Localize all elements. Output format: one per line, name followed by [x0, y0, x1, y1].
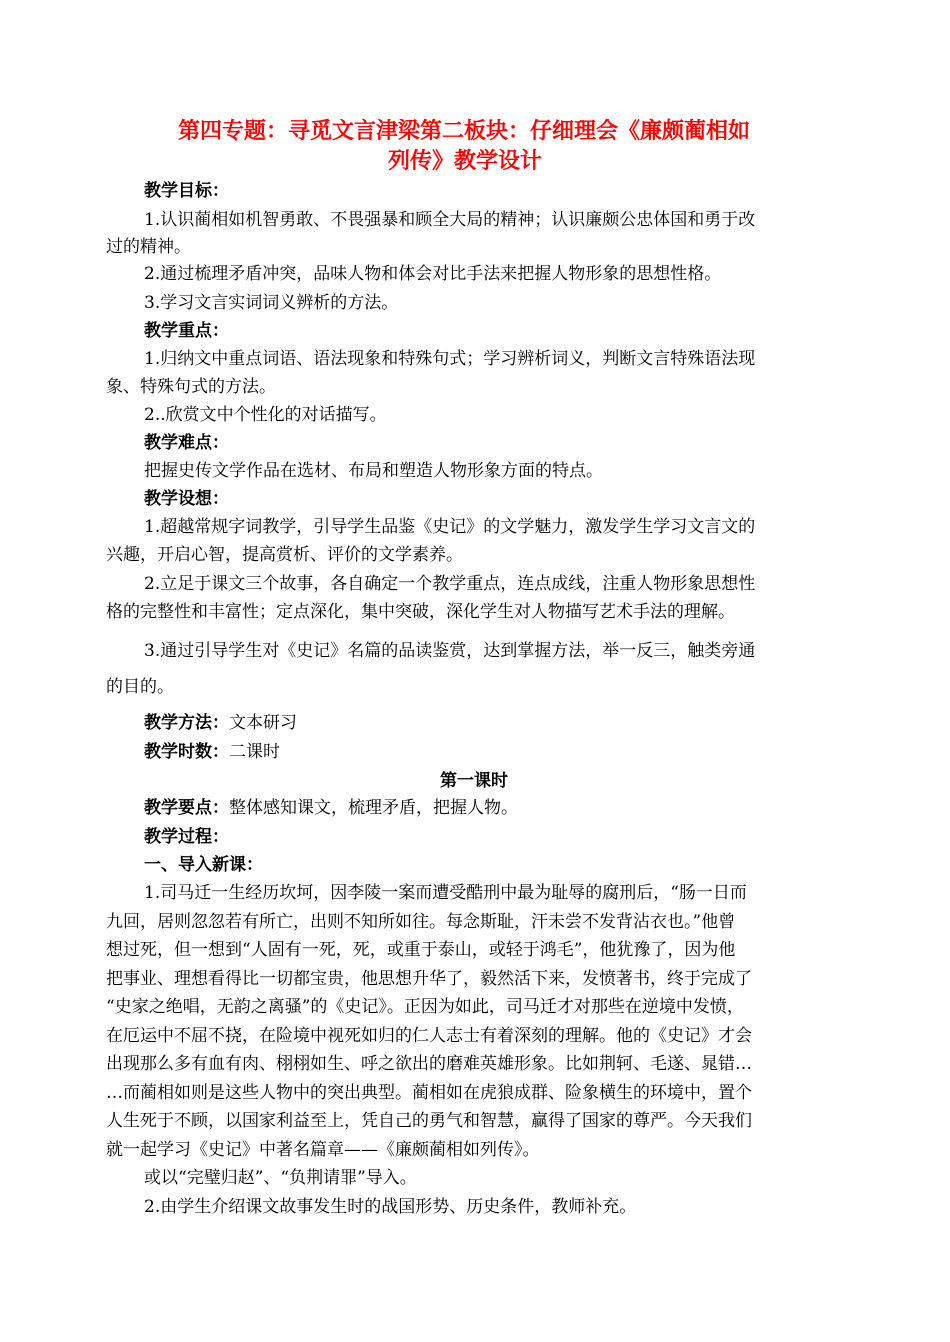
- lesson1-points-row: [144, 797, 518, 819]
- method-label: 教学方法：: [144, 713, 229, 733]
- alt-intro: 或以“完璧归赵”、“负荆请罪”导入。: [144, 1168, 417, 1188]
- difficulty-heading: 教学难点：: [144, 433, 229, 453]
- intro-paragraph-line: 出现那么多有血有肉、栩栩如生、呼之欲出的磨难英雄形象。比如荆轲、毛遂、晁错…: [106, 1054, 752, 1074]
- hours-label: 教学时数：: [144, 742, 229, 762]
- objective-2: 2.通过梳理矛盾冲突，品味人物和体会对比手法来把握人物形象的思想性格。: [144, 264, 722, 284]
- concept-3-line-2: 的目的。: [106, 677, 174, 697]
- concept-3-line-1: 3.通过引导学生对《史记》名篇的品读鉴赏，达到掌握方法，举一反三，触类旁通: [144, 641, 756, 661]
- process-heading: 教学过程：: [144, 827, 229, 847]
- intro-paragraph-line: “史家之绝唱，无韵之离骚”的《史记》。正因为如此，司马迁才对那些在逆境中发愤，: [106, 997, 744, 1017]
- focus-2: 2..欣赏文中个性化的对话描写。: [144, 405, 387, 425]
- concept-1-line-1: 1.超越常规字词教学，引导学生品鉴《史记》的文学魅力，激发学生学习文言文的: [144, 517, 756, 537]
- objective-1-line-1: 1.认识蔺相如机智勇敢、不畏强暴和顾全大局的精神；认识廉颇公忠体国和勇于改: [144, 210, 756, 230]
- hours-value: 二课时: [229, 742, 280, 762]
- focus-1-line-1: 1.归纳文中重点词语、语法现象和特殊句式；学习辨析词义，判断文言特殊语法现: [144, 349, 756, 369]
- objectives-heading: 教学目标：: [144, 181, 229, 201]
- intro-paragraph-line: 把事业、理想看得比一切都宝贵，他思想升华了，毅然活下来，发愤著书，终于完成了: [106, 969, 752, 989]
- hours-row: [144, 741, 280, 763]
- title-line-2: 列传》教学设计: [388, 148, 543, 174]
- lesson1-points-value: 整体感知课文，梳理矛盾，把握人物。: [229, 798, 518, 818]
- method-value: 文本研习: [229, 713, 297, 733]
- intro-paragraph-line: 想过死，但一想到“人固有一死，死，或重于泰山，或轻于鸿毛”，他犹豫了，因为他: [106, 940, 736, 960]
- concept-1-line-2: 兴趣，开启心智，提高赏析、评价的文学素养。: [106, 545, 463, 565]
- concept-2-line-1: 2.立足于课文三个故事，各自确定一个教学重点，连点成线，注重人物形象思想性: [144, 574, 756, 594]
- focus-heading: 教学重点：: [144, 321, 229, 341]
- concept-heading: 教学设想：: [144, 489, 229, 509]
- concept-2-line-2: 格的完整性和丰富性；定点深化，集中突破，深化学生对人物描写艺术手法的理解。: [106, 602, 735, 622]
- lesson1-points-label: 教学要点：: [144, 798, 229, 818]
- intro-paragraph-line: 就一起学习《史记》中著名篇章——《廉颇蔺相如列传》。: [106, 1140, 540, 1160]
- title-line-1: 第四专题：寻觅文言津梁第二板块：仔细理会《廉颇蔺相如: [178, 118, 751, 144]
- difficulty-text: 把握史传文学作品在选材、布局和塑造人物形象方面的特点。: [144, 461, 603, 481]
- lesson1-heading: 第一课时: [440, 771, 508, 791]
- objective-3: 3.学习文言实词词义辨析的方法。: [144, 293, 399, 313]
- intro-paragraph-line: 1.司马迁一生经历坎坷，因李陵一案而遭受酷刑中最为耻辱的腐刑后，“肠一日而: [144, 883, 747, 903]
- section-1-heading: 一、导入新课：: [144, 855, 263, 875]
- intro-paragraph-line: …而蔺相如则是这些人物中的突出典型。蔺相如在虎狼成群、险象横生的环境中，置个: [106, 1083, 752, 1103]
- focus-1-line-2: 象、特殊句式的方法。: [106, 377, 276, 397]
- intro-paragraph-line: 在厄运中不屈不挠，在险境中视死如归的仁人志士有着深刻的理解。他的《史记》才会: [106, 1026, 752, 1046]
- intro-item-2: 2.由学生介绍课文故事发生时的战国形势、历史条件，教师补充。: [144, 1197, 637, 1217]
- method-row: [144, 712, 297, 734]
- intro-paragraph-line: 人生死于不顾，以国家利益至上，凭自己的勇气和智慧，赢得了国家的尊严。今天我们: [106, 1111, 752, 1131]
- intro-paragraph-line: 九回，居则忽忽若有所亡，出则不知所如往。每念斯耻，汗未尝不发背沾衣也。”他曾: [106, 912, 736, 932]
- objective-1-line-2: 过的精神。: [106, 237, 191, 257]
